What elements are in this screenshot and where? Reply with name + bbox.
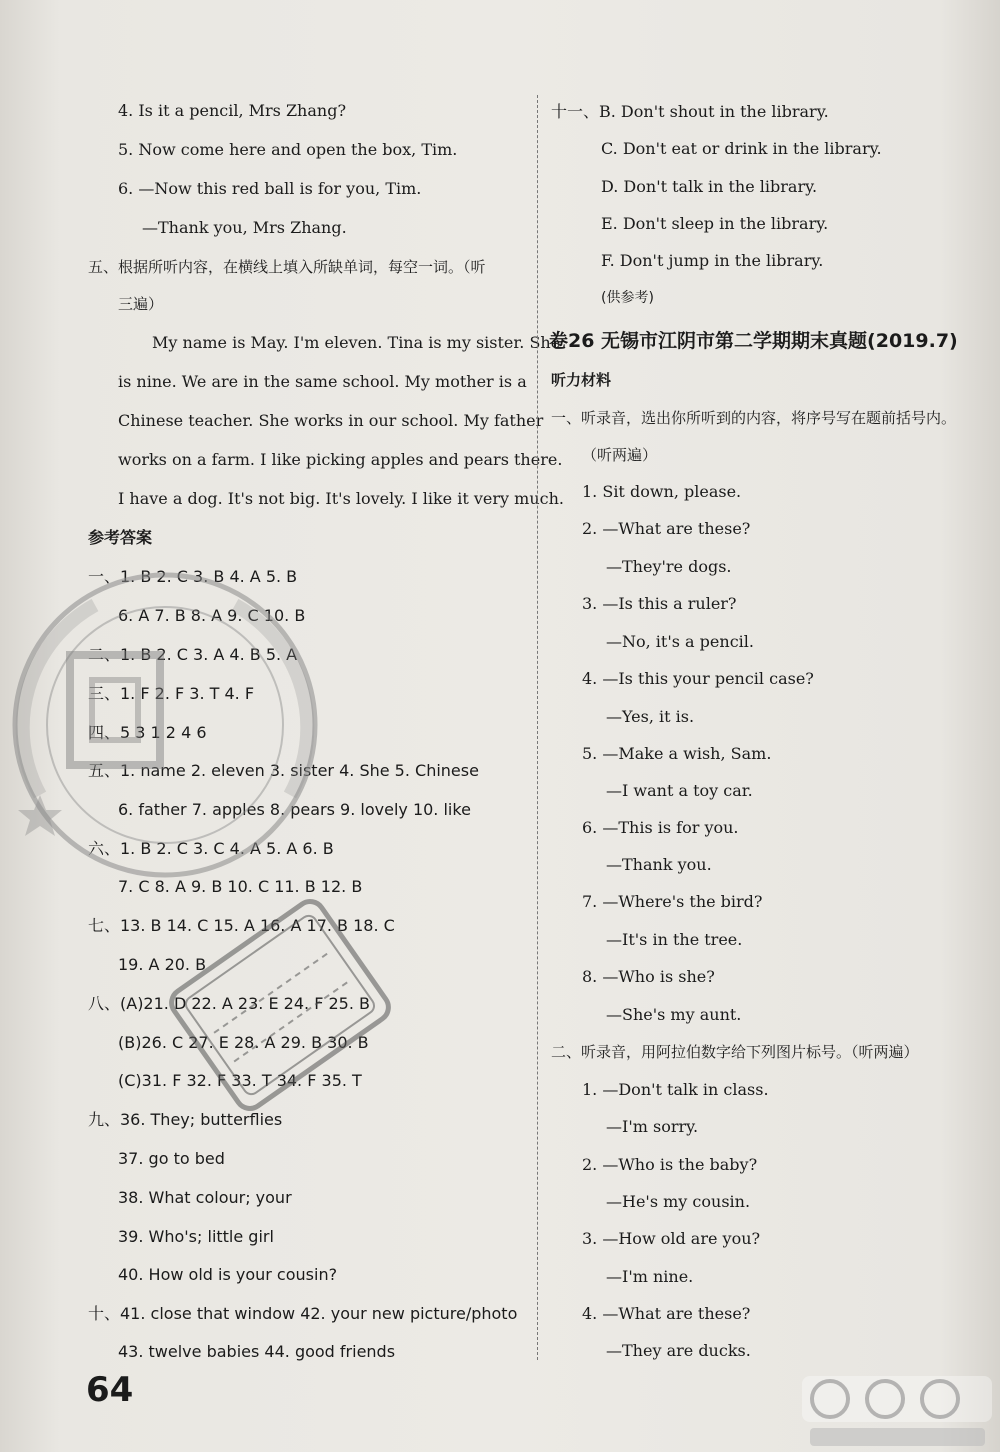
page-number: 64 [86,1370,134,1410]
text-line: —She's my aunt. [606,1005,742,1024]
text-line: —It's in the tree. [606,930,743,949]
answer-line: 38. What colour; your [118,1188,292,1207]
text-line: —I want a toy car. [606,781,753,800]
section-title: 卷26 无锡市江阴市第二学期期末真题(2019.7) [549,330,958,352]
answer-line: 二、1. B 2. C 3. A 4. B 5. A [88,645,298,664]
text-line: 3. —How old are you? [582,1229,761,1248]
question-heading: 五、根据所听内容，在横线上填入所缺单词，每空一词。（听 [88,258,486,276]
answer-line: 19. A 20. B [118,955,207,974]
column-divider [537,95,538,1360]
question-heading: （听两遍） [582,446,658,464]
text-line: 8. —Who is she? [582,967,715,986]
text-line: I have a dog. It's not big. It's lovely. I like it very much. [118,489,564,508]
ink-seal-icon [160,880,400,1130]
text-line: D. Don't talk in the library. [601,177,818,196]
site-watermark-logo [790,1372,1000,1452]
answer-line: 一、1. B 2. C 3. B 4. A 5. B [88,567,298,586]
canpoint-stamp-icon [0,560,330,890]
text-line: 5. Now come here and open the box, Tim. [118,140,458,159]
answer-line: 八、(A)21. D 22. A 23. E 24. F 25. B [88,994,370,1013]
answer-line: 39. Who's; little girl [118,1227,274,1246]
text-line: —I'm nine. [606,1267,694,1286]
text-line: 2. —What are these? [582,519,751,538]
question-heading: 一、听录音，选出你所听到的内容，将序号写在题前括号内。 [551,409,957,427]
text-line: 4. —Is this your pencil case? [582,669,814,688]
text-line: —Yes, it is. [606,707,695,726]
text-line: (供参考) [601,290,654,306]
answer-line: 四、5 3 1 2 4 6 [88,723,207,742]
text-line: E. Don't sleep in the library. [601,214,829,233]
text-line: is nine. We are in the same school. My mother is a [118,372,527,391]
text-line: works on a farm. I like picking apples and pears there. [118,450,563,469]
text-line: 十一、B. Don't shout in the library. [551,102,829,121]
answer-line: 七、13. B 14. C 15. A 16. A 17. B 18. C [88,916,395,935]
answer-line: 九、36. They; butterflies [88,1110,283,1129]
text-line: —He's my cousin. [606,1192,751,1211]
text-line: —I'm sorry. [606,1117,699,1136]
text-line: 5. —Make a wish, Sam. [582,744,772,763]
answer-line: 五、1. name 2. eleven 3. sister 4. She 5. Chinese [88,761,479,780]
answer-line: (C)31. F 32. F 33. T 34. F 35. T [118,1071,362,1090]
answer-key-heading: 参考答案 [88,528,153,547]
text-line: 2. —Who is the baby? [582,1155,758,1174]
text-line: 4. Is it a pencil, Mrs Zhang? [118,101,347,120]
text-line: My name is May. I'm eleven. Tina is my sister. She [152,333,561,352]
question-heading: 三遍） [118,295,164,313]
text-line: Chinese teacher. She works in our school. My father [118,411,544,430]
text-line: —Thank you. [606,855,712,874]
text-line: 1. Sit down, please. [582,482,742,501]
text-line: —No, it's a pencil. [606,632,754,651]
text-line: 6. —Now this red ball is for you, Tim. [118,179,422,198]
text-line: —Thank you, Mrs Zhang. [142,218,347,237]
text-line: 6. —This is for you. [582,818,739,837]
answer-line: 40. How old is your cousin? [118,1265,338,1284]
text-line: 7. —Where's the bird? [582,892,763,911]
text-line: 4. —What are these? [582,1304,751,1323]
text-line: 1. —Don't talk in class. [582,1080,769,1099]
answer-line: 6. A 7. B 8. A 9. C 10. B [118,606,306,625]
text-line: —They're dogs. [606,557,732,576]
answer-line: 43. twelve babies 44. good friends [118,1342,396,1361]
text-line: C. Don't eat or drink in the library. [601,139,882,158]
answer-line: 37. go to bed [118,1149,225,1168]
answer-line: 6. father 7. apples 8. pears 9. lovely 10. like [118,800,471,819]
listening-material-heading: 听力材料 [551,371,612,389]
answer-line: 7. C 8. A 9. B 10. C 11. B 12. B [118,877,363,896]
answer-line: 六、1. B 2. C 3. C 4. A 5. A 6. B [88,839,334,858]
answer-line: 三、1. F 2. F 3. T 4. F [88,684,255,703]
text-line: 3. —Is this a ruler? [582,594,737,613]
text-line: F. Don't jump in the library. [601,251,824,270]
text-line: —They are ducks. [606,1341,751,1360]
answer-line: (B)26. C 27. E 28. A 29. B 30. B [118,1033,369,1052]
answer-line: 十、41. close that window 42. your new picture/photo [88,1304,518,1323]
question-heading: 二、听录音，用阿拉伯数字给下列图片标号。（听两遍） [551,1043,919,1061]
